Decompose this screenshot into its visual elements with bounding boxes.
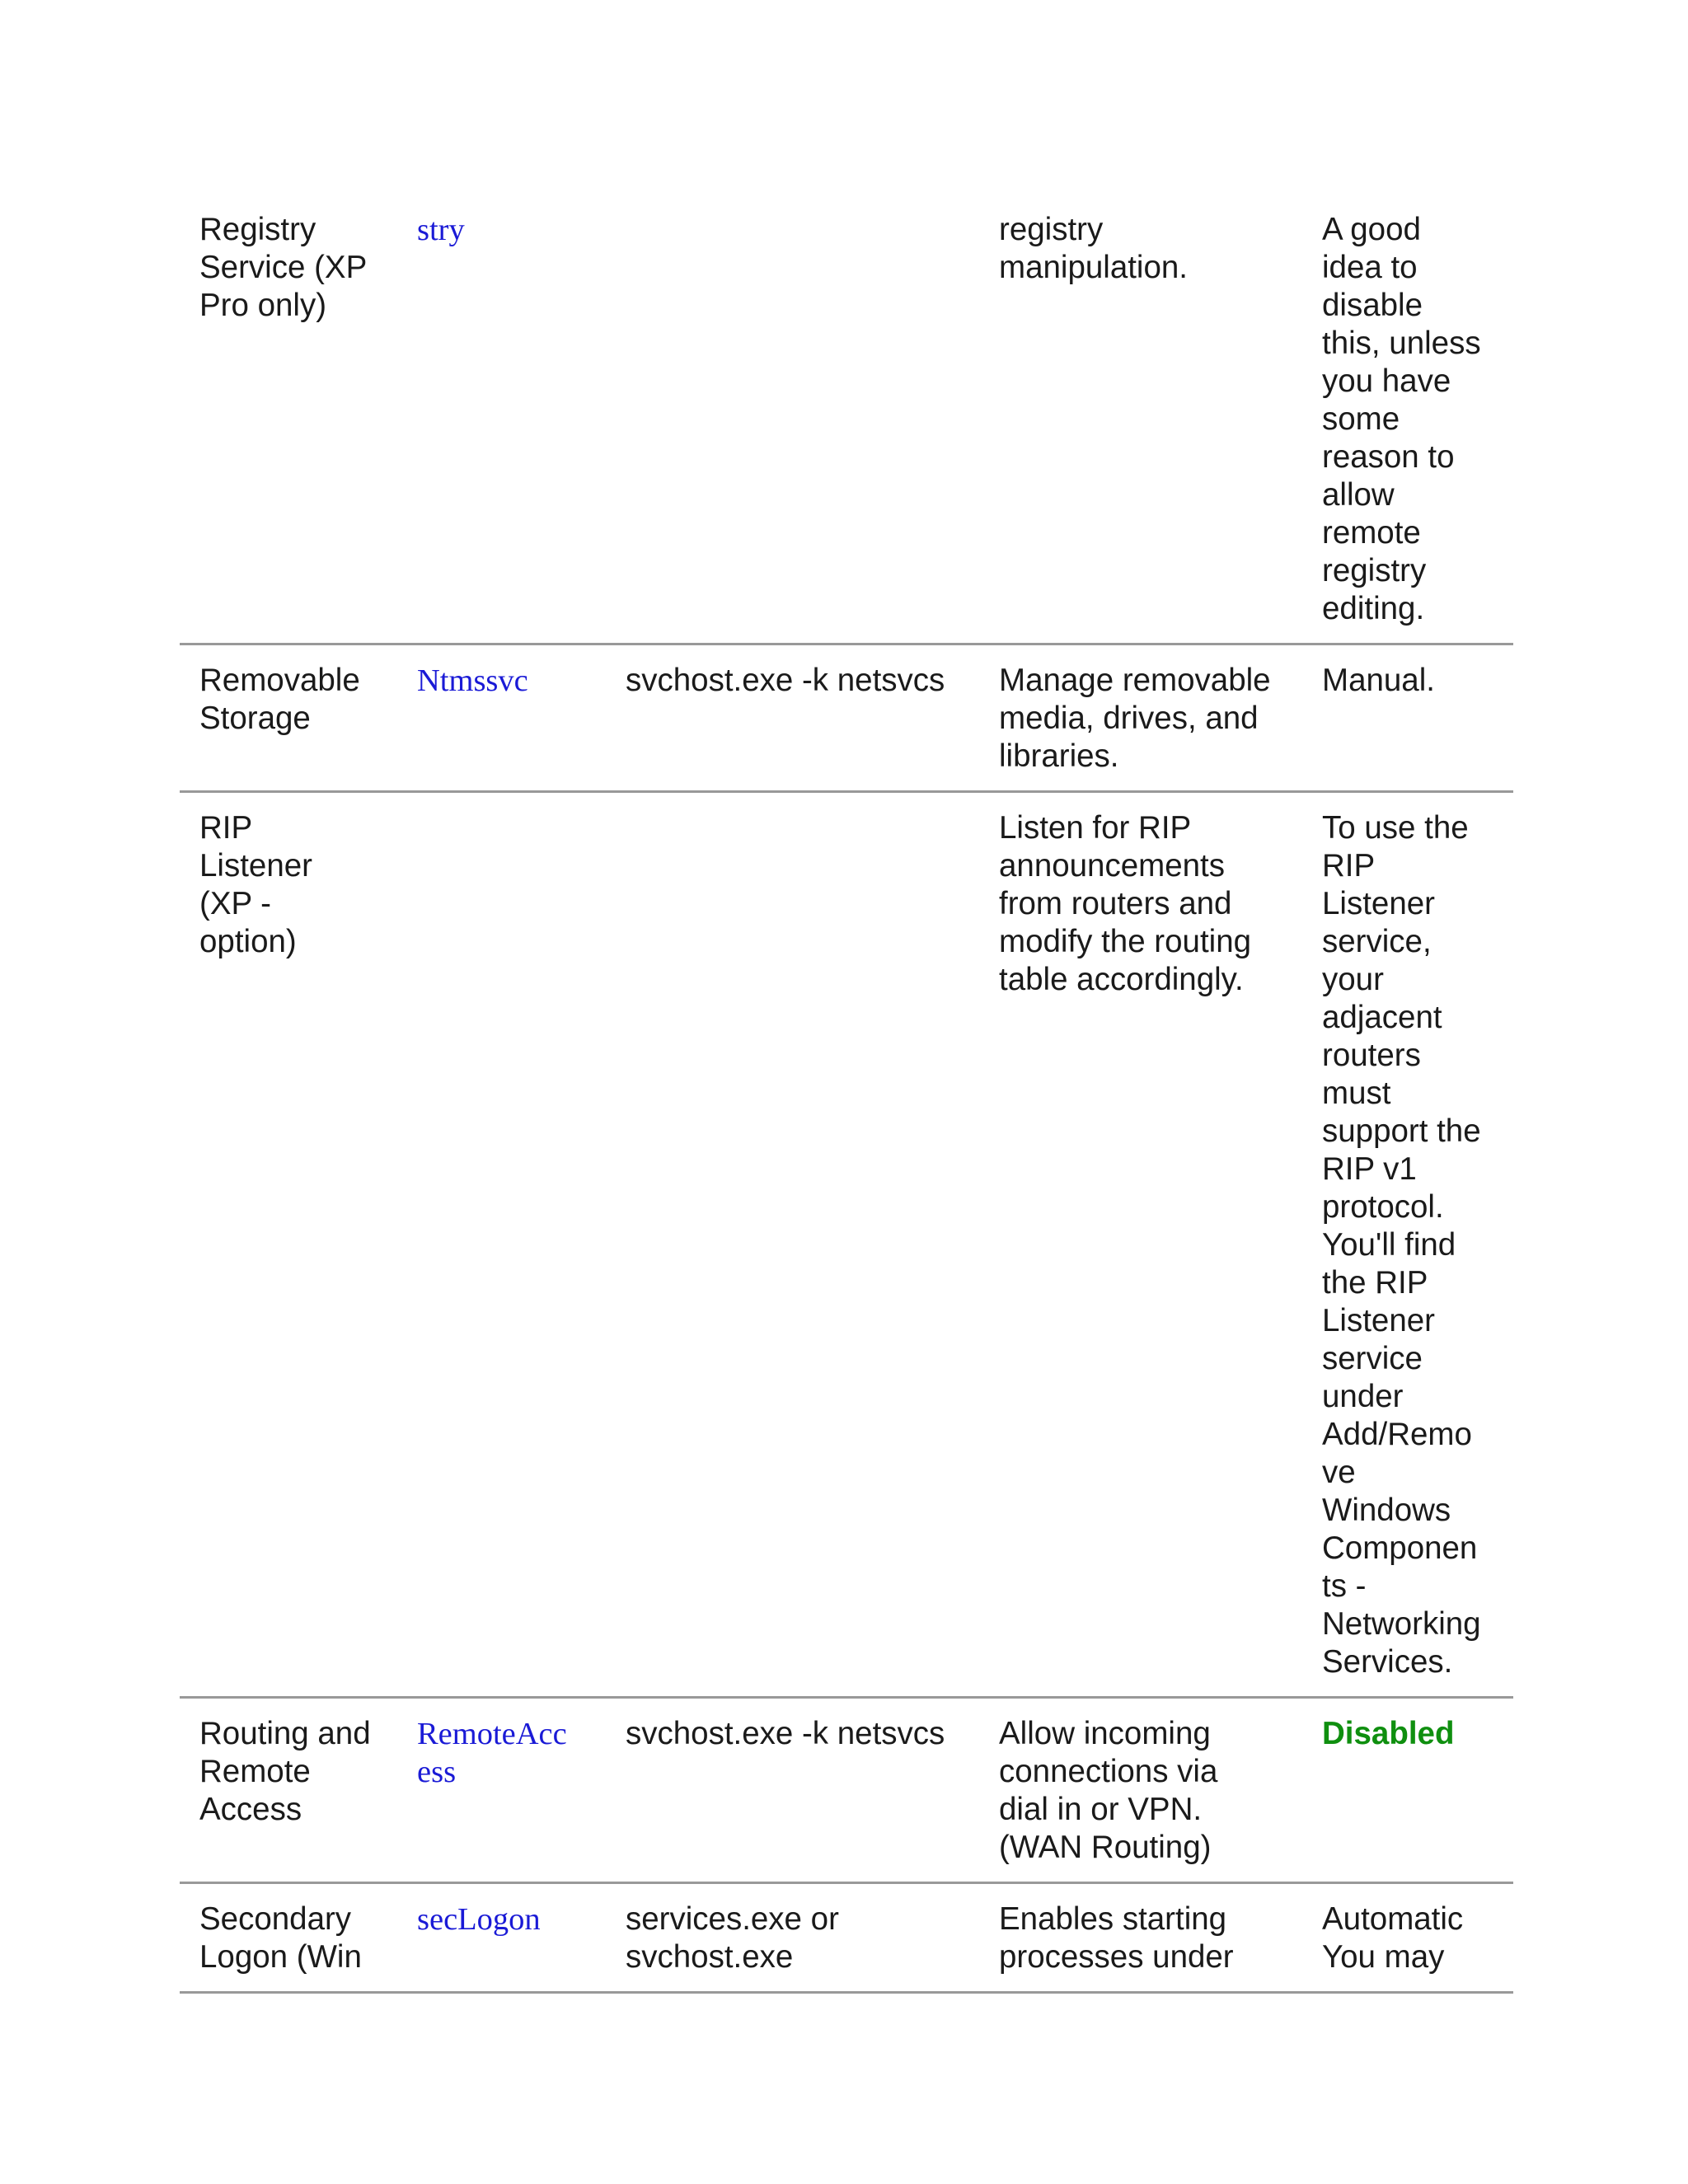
services-table	[180, 194, 1513, 1994]
recommendation-cell	[1302, 1698, 1513, 1883]
service-name-link[interactable]: stry	[417, 213, 465, 247]
description-cell: Enables starting processes under	[999, 1901, 1234, 1975]
service-name-link	[397, 792, 606, 1698]
recommendation-cell: Manual.	[1322, 663, 1435, 698]
table-row	[180, 644, 1513, 792]
description-cell: Listen for RIP announcements from routers and modify the routing table accordingly.	[999, 810, 1252, 997]
service-name-link[interactable]: Ntmssvc	[417, 663, 528, 698]
display-name-cell: Registry Service (XP Pro only)	[199, 212, 368, 323]
display-name-cell: Removable Storage	[199, 663, 360, 736]
description-cell: registry manipulation.	[999, 212, 1189, 285]
executable-cell	[606, 792, 979, 1698]
recommendation-cell: Automatic You may	[1322, 1901, 1464, 1975]
display-name-cell: Routing and Remote Access	[199, 1716, 371, 1827]
service-name-link[interactable]: RemoteAcc ess	[417, 1717, 567, 1789]
table-row	[180, 194, 1513, 644]
executable-cell: services.exe or svchost.exe	[626, 1901, 839, 1975]
table-row	[180, 792, 1513, 1698]
description-cell: Manage removable media, drives, and libraries.	[999, 663, 1271, 774]
service-name-link[interactable]: secLogon	[417, 1902, 541, 1937]
display-name-cell: Secondary Logon (Win	[199, 1901, 362, 1975]
recommendation-cell: To use the RIP Listener service, your adjacent routers must support the RIP v1 protocol. You'll find the RIP Listener service under Add/Remo ve Windows Componen ts - Networking Services.	[1322, 810, 1481, 1680]
display-name-cell: RIP Listener (XP - option)	[199, 810, 312, 959]
executable-cell: svchost.exe -k netsvcs	[626, 663, 945, 698]
table-row	[180, 1698, 1513, 1883]
recommendation-cell: A good idea to disable this, unless you have some reason to allow remote registry editing.	[1322, 212, 1481, 626]
executable-cell	[606, 194, 979, 644]
status-badge: Disabled	[1322, 1716, 1455, 1751]
description-cell: Allow incoming connections via dial in or VPN. (WAN Routing)	[999, 1716, 1218, 1865]
table-row	[180, 1883, 1513, 1993]
executable-cell: svchost.exe -k netsvcs	[626, 1716, 945, 1751]
services-table-body	[180, 194, 1513, 1993]
document-page	[180, 194, 1513, 1994]
